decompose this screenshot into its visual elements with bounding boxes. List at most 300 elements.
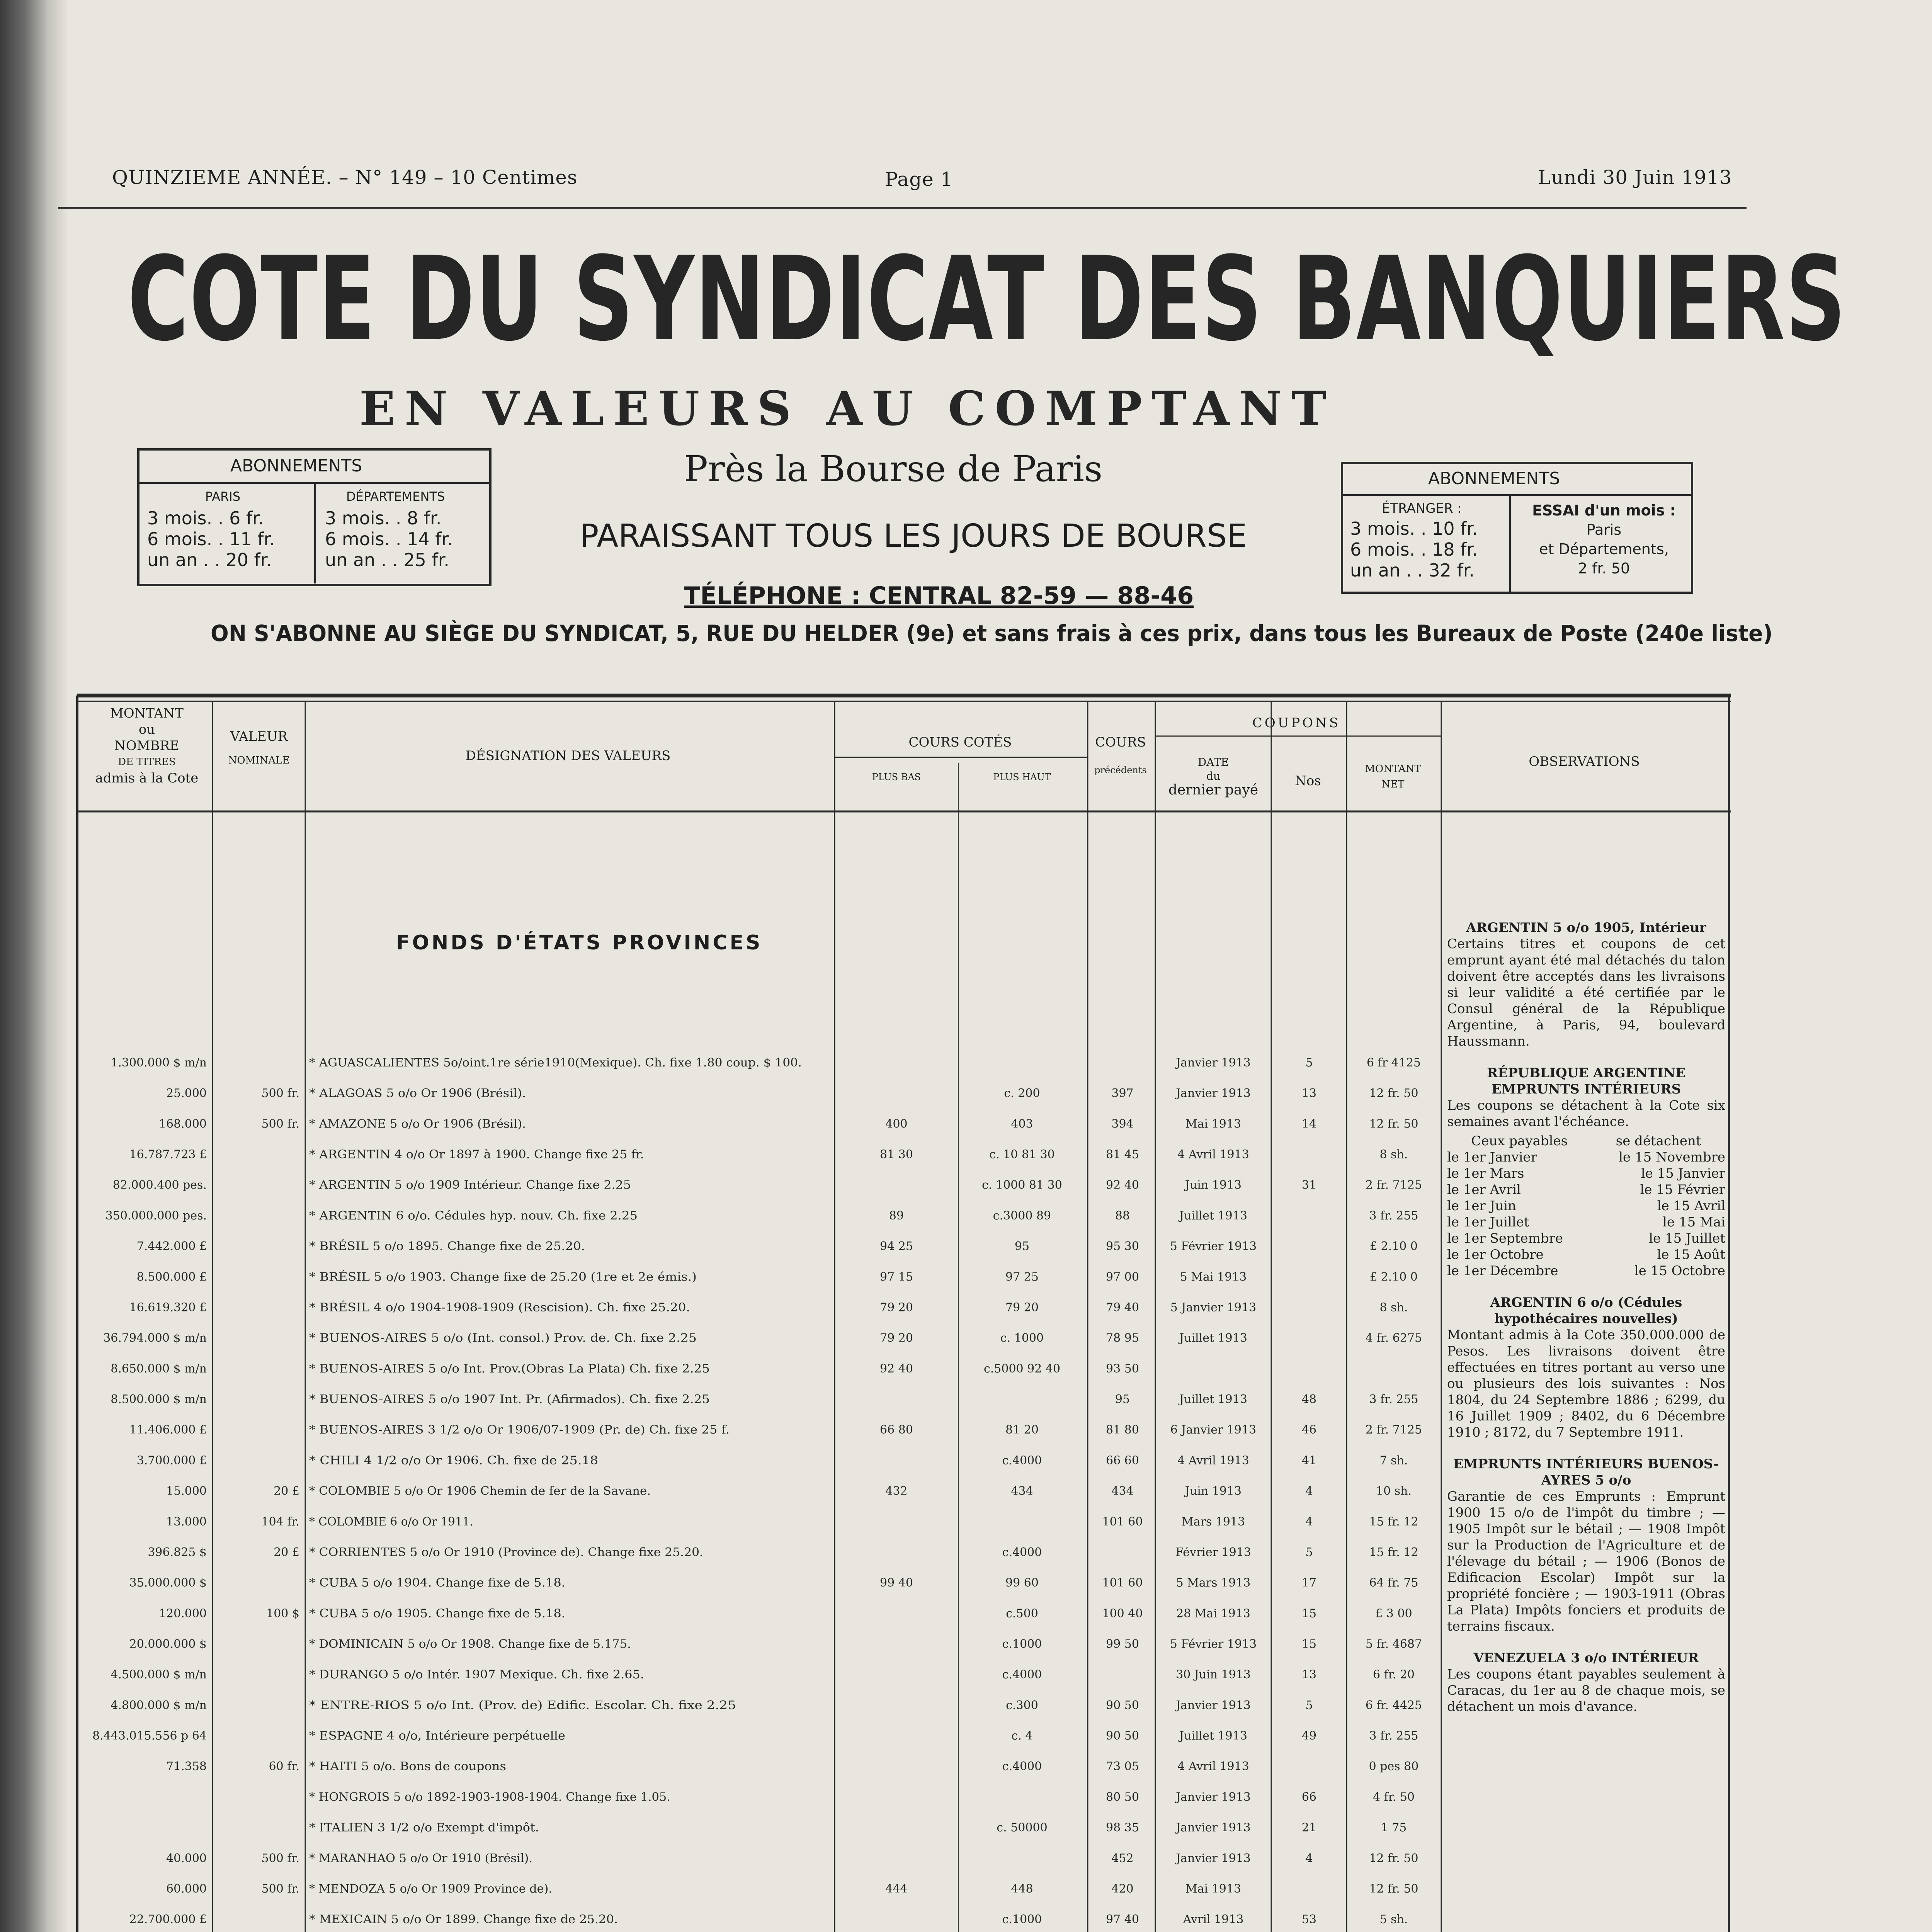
price-line: 3 mois. . 8 fr. [325,508,442,529]
row-cours-precedent: 81 80 [1106,1423,1139,1437]
row-plus-bas: 400 [885,1117,908,1131]
row-coupon-net: 4 fr. 6275 [1365,1331,1422,1345]
observation-text: Les coupons se détachent à la Cote six semaines avant l'échéance. [1447,1098,1725,1129]
row-cours-precedent: 73 05 [1106,1760,1139,1774]
telephone-line: TÉLÉPHONE : CENTRAL 82-59 — 88-46 [684,582,1194,610]
header-valeur [214,728,303,769]
header-plus-bas: PLUS BAS [872,772,921,782]
row-designation: * MARANHAO 5 o/o Or 1910 (Brésil). [309,1851,532,1865]
page-gutter-shadow [46,0,69,1932]
row-montant: 16.787.723 £ [129,1148,207,1162]
row-coupon-number: 4 [1305,1515,1313,1529]
header-text: NOMINALE [228,755,290,766]
etranger-label: ÉTRANGER : [1382,501,1462,516]
row-cours-precedent: 80 50 [1106,1790,1139,1804]
row-montant: 20.000.000 $ [129,1637,207,1651]
header-text: NOMBRE [114,738,179,753]
essai-line: 2 fr. 50 [1578,560,1630,577]
header-text: DE TITRES [118,756,176,768]
row-plus-haut: c. 200 [1004,1087,1040,1100]
row-coupon-number: 13 [1301,1087,1317,1100]
row-coupon-date: 30 Juin 1913 [1176,1668,1251,1682]
row-designation: * ITALIEN 3 1/2 o/o Exempt d'impôt. [309,1821,539,1835]
row-plus-haut: c.4000 [1002,1545,1042,1559]
row-designation: * ALAGOAS 5 o/o Or 1906 (Brésil). [309,1087,526,1100]
header-coupons: COUPONS [1252,715,1341,731]
subscription-title: ABONNEMENTS [1428,469,1560,488]
row-coupon-net: 15 fr. 12 [1369,1515,1418,1529]
row-coupon-date: Janvier 1913 [1176,1087,1251,1100]
schedule-detach-date: le 15 Avril [1657,1198,1725,1214]
row-plus-haut: c.5000 92 40 [983,1362,1061,1376]
row-plus-haut: c. 1000 81 30 [982,1178,1062,1192]
row-montant: 22.700.000 £ [129,1913,207,1927]
price-line: 3 mois. . 6 fr. [147,508,264,529]
row-designation: * ARGENTIN 5 o/o 1909 Intérieur. Change fixe 2.25 [309,1178,631,1192]
header-designation: DÉSIGNATION DES VALEURS [465,748,671,764]
row-cours-precedent: 66 60 [1106,1454,1139,1468]
row-coupon-date: 28 Mai 1913 [1176,1607,1250,1621]
row-designation: * DOMINICAIN 5 o/o Or 1908. Change fixe de 5.175. [309,1637,631,1651]
row-plus-haut: 79 20 [1005,1301,1039,1315]
row-coupon-date: Juin 1913 [1185,1178,1242,1192]
row-coupon-net: 6 fr 4125 [1367,1056,1421,1070]
row-coupon-number: 41 [1301,1454,1317,1468]
row-valeur: 60 fr. [269,1760,299,1774]
subscription-line: ON S'ABONNE AU SIÈGE DU SYNDICAT, 5, RUE DU HELDER (9e) et sans frais à ces prix, dans tous les Bureaux de Poste (240e liste) [211,620,1773,646]
row-cours-precedent: 92 40 [1106,1178,1139,1192]
row-designation: * CUBA 5 o/o 1905. Change fixe de 5.18. [309,1607,565,1621]
row-designation: * BRÉSIL 5 o/o 1895. Change fixe de 25.20. [309,1240,566,1253]
row-cours-precedent: 434 [1111,1484,1134,1498]
row-coupon-net: 12 fr. 50 [1369,1117,1418,1131]
row-plus-bas: 97 15 [880,1270,913,1284]
schedule-row [1447,1247,1725,1263]
observation-heading: VENEZUELA 3 o/o INTÉRIEUR [1473,1650,1699,1666]
row-coupon-date: 5 Janvier 1913 [1170,1301,1257,1315]
row-cours-precedent: 452 [1111,1851,1134,1865]
row-coupon-net: 7 sh. [1379,1454,1408,1468]
header-date-dernier [1155,755,1271,797]
row-plus-bas: 94 25 [880,1240,913,1253]
row-cours-precedent: 101 60 [1102,1515,1143,1529]
observation-heading: EMPRUNTS INTÉRIEURS BUENOS-AYRES 5 o/o [1453,1456,1719,1488]
row-coupon-date: Avril 1913 [1183,1913,1244,1927]
coupon-schedule [1447,1133,1725,1279]
row-coupon-number: 53 [1301,1913,1317,1927]
row-coupon-net: 3 fr. 255 [1369,1393,1418,1406]
row-plus-bas: 89 [889,1209,904,1223]
row-designation: * BUENOS-AIRES 5 o/o (Int. consol.) Prov. de. Ch. fixe 2.25 [309,1331,697,1345]
section-title: FONDS D'ÉTATS PROVINCES [396,931,763,954]
row-cours-precedent: 88 [1115,1209,1130,1223]
row-cours-precedent: 99 50 [1106,1637,1139,1651]
row-plus-haut: c.300 [1006,1698,1038,1712]
row-designation: * CORRIENTES 5 o/o Or 1910 (Province de). Change fixe 25.20. [309,1545,703,1559]
row-coupon-date: Janvier 1913 [1176,1851,1251,1865]
price-line: 6 mois. . 11 fr. [147,529,275,549]
row-coupon-net: 12 fr. 50 [1369,1087,1418,1100]
row-valeur: 100 $ [266,1607,299,1621]
paris-label: PARIS [205,489,241,504]
row-montant: 35.000.000 $ [129,1576,207,1590]
row-coupon-number: 46 [1301,1423,1317,1437]
row-plus-haut: c. 50000 [997,1821,1048,1835]
row-coupon-date: Mai 1913 [1185,1882,1242,1896]
row-coupon-date: Juin 1913 [1185,1484,1242,1498]
dept-label: DÉPARTEMENTS [346,489,445,504]
schedule-pay-date: le 1er Octobre [1447,1247,1544,1262]
row-plus-haut: c.1000 [1002,1913,1042,1927]
row-plus-haut: 81 20 [1005,1423,1039,1437]
row-coupon-date: 5 Mai 1913 [1180,1270,1247,1284]
row-coupon-net: 3 fr. 255 [1369,1209,1418,1223]
row-plus-haut: c.4000 [1002,1454,1042,1468]
row-plus-haut: c.500 [1006,1607,1038,1621]
schedule-row [1447,1165,1725,1182]
row-coupon-number: 31 [1301,1178,1317,1192]
row-plus-haut: c.4000 [1002,1760,1042,1774]
header-numero: Nos [1295,773,1321,789]
header-montant [83,705,211,786]
row-designation: * COLOMBIE 5 o/o Or 1906 Chemin de fer de la Savane. [309,1484,651,1498]
observation-text: Garantie de ces Emprunts : Emprunt 1900 15 o/o de l'impôt du timbre ; — 1905 Impôt sur le bétail ; — 1908 Impôt sur la Production de l'Agriculture et de l'élevage du bétail ; — 1906 (Bonos de Edificacion Escolar) Impôt sur la propriété foncière ; — 1903-1911 (Obras La Plata) Impôts fonciers et produits de terrains fiscaux. [1447,1489,1725,1634]
row-montant: 8.500.000 $ m/n [111,1393,207,1406]
page-gutter [0,0,46,1932]
row-coupon-date: 4 Avril 1913 [1177,1148,1249,1162]
row-coupon-net: 64 fr. 75 [1369,1576,1418,1590]
row-coupon-date: Juillet 1913 [1179,1393,1247,1406]
row-designation: * BRÉSIL 5 o/o 1903. Change fixe de 25.20 (1re et 2e émis.) [309,1270,663,1284]
row-montant: 4.800.000 $ m/n [111,1698,207,1712]
row-plus-bas: 79 20 [880,1331,913,1345]
row-montant: 13.000 [166,1515,207,1529]
header-text: VALEUR [230,729,288,744]
row-cours-precedent: 394 [1111,1117,1134,1131]
row-cours-precedent: 79 40 [1106,1301,1139,1315]
row-coupon-net: £ 2.10 0 [1369,1240,1418,1253]
price-line: 6 mois. . 18 fr. [1350,539,1478,560]
row-designation: * COLOMBIE 6 o/o Or 1911. [309,1515,473,1529]
row-coupon-date: Juillet 1913 [1179,1729,1247,1743]
row-coupon-net: 1 75 [1381,1821,1407,1835]
row-coupon-date: 4 Avril 1913 [1177,1454,1249,1468]
schedule-pay-date: le 1er Juin [1447,1198,1516,1214]
row-valeur: 104 fr. [261,1515,299,1529]
row-coupon-number: 4 [1305,1484,1313,1498]
row-designation: * CHILI 4 1/2 o/o Or 1906. Ch. fixe de 25.18 [309,1454,598,1468]
header-text: dernier payé [1168,782,1259,798]
row-montant: 60.000 [166,1882,207,1896]
schedule-detach-date: le 15 Février [1640,1182,1725,1197]
row-coupon-date: 6 Janvier 1913 [1170,1423,1257,1437]
schedule-pay-date: le 1er Janvier [1447,1150,1537,1165]
issue-date: Lundi 30 Juin 1913 [1538,166,1732,189]
row-cours-precedent: 97 40 [1106,1913,1139,1927]
header-text: précédents [1094,765,1147,776]
row-coupon-date: 5 Février 1913 [1170,1637,1257,1651]
row-montant: 396.825 $ [148,1545,207,1559]
row-cours-precedent: 95 30 [1106,1240,1139,1253]
schedule-row [1447,1182,1725,1198]
parution-line: PARAISSANT TOUS LES JOURS DE BOURSE [580,518,1247,554]
schedule-pay-date: le 1er Décembre [1447,1263,1558,1279]
row-coupon-number: 21 [1301,1821,1317,1835]
row-valeur: 20 £ [274,1484,299,1498]
row-valeur: 500 fr. [261,1882,299,1896]
row-cours-precedent: 97 00 [1106,1270,1139,1284]
row-coupon-number: 13 [1301,1668,1317,1682]
header-text: MONTANT [110,706,184,721]
row-coupon-net: 2 fr. 7125 [1365,1423,1422,1437]
top-rule [58,207,1747,209]
header-text: DATE [1197,756,1229,769]
row-designation: * AGUASCALIENTES 5o/oint.1re série1910(Mexique). Ch. fixe 1.80 coup. $ 100. [309,1056,802,1070]
row-designation: * ARGENTIN 6 o/o. Cédules hyp. nouv. Ch. fixe 2.25 [309,1209,638,1223]
row-coupon-net: 8 sh. [1379,1301,1408,1315]
row-montant: 168.000 [158,1117,207,1131]
row-plus-haut: 97 25 [1005,1270,1039,1284]
row-montant: 350.000.000 pes. [105,1209,207,1223]
row-cours-precedent: 78 95 [1106,1331,1139,1345]
price-line: 3 mois. . 10 fr. [1350,518,1478,539]
bourse-line: Près la Bourse de Paris [684,448,1103,490]
row-montant: 16.619.320 £ [129,1301,207,1315]
row-designation: * DURANGO 5 o/o Intér. 1907 Mexique. Ch. fixe 2.65. [309,1668,644,1682]
schedule-detach-date: le 15 Janvier [1641,1166,1725,1181]
price-line: un an . . 32 fr. [1350,560,1475,581]
row-plus-haut: c.3000 89 [993,1209,1051,1223]
row-coupon-date: Janvier 1913 [1176,1056,1251,1070]
subscription-box-left [137,448,492,586]
row-montant: 7.442.000 £ [136,1240,207,1253]
header-text: admis à la Cote [95,770,199,786]
row-designation: * BUENOS-AIRES 5 o/o Int. Prov.(Obras La Plata) Ch. fixe 2.25 [309,1362,710,1376]
row-plus-bas: 432 [885,1484,908,1498]
row-coupon-net: 8 sh. [1379,1148,1408,1162]
header-text: ou [138,722,155,737]
row-montant: 8.443.015.556 p 64 [92,1729,207,1743]
row-coupon-net: £ 3 00 [1375,1607,1412,1621]
schedule-pay-date: le 1er Juillet [1447,1214,1529,1230]
row-designation: * BUENOS-AIRES 5 o/o 1907 Int. Pr. (Afirmados). Ch. fixe 2.25 [309,1393,710,1406]
row-coupon-date: Mars 1913 [1181,1515,1245,1529]
row-coupon-date: Janvier 1913 [1176,1698,1251,1712]
row-valeur: 500 fr. [261,1087,299,1100]
issue-line: QUINZIEME ANNÉE. – N° 149 – 10 Centimes [112,166,578,189]
row-cours-precedent: 81 45 [1106,1148,1139,1162]
schedule-header: se détachent [1616,1133,1701,1149]
row-designation: * ENTRE-RIOS 5 o/o Int. (Prov. de) Edific. Escolar. Ch. fixe 2.25 [309,1698,736,1712]
observation-text: Certains titres et coupons de cet emprunt ayant été mal détachés du talon doivent être acceptés dans les livraisons si leur validité a été certifiée par le Consul général de la République Argentine, à Paris, 94, boulevard Haussmann. [1447,936,1725,1049]
row-coupon-number: 5 [1305,1545,1313,1559]
etranger-prices [1350,518,1478,581]
row-coupon-number: 49 [1301,1729,1317,1743]
row-coupon-net: 0 pes 80 [1369,1760,1419,1774]
observations-column [1447,920,1725,1715]
row-coupon-date: Février 1913 [1175,1545,1251,1559]
row-coupon-net: 12 fr. 50 [1369,1851,1418,1865]
row-plus-haut: 434 [1011,1484,1033,1498]
header-text: NET [1381,779,1405,790]
row-plus-bas: 99 40 [880,1576,913,1590]
row-coupon-net: 6 fr. 20 [1372,1668,1415,1682]
observation-text: Les coupons étant payables seulement à Caracas, du 1er au 8 de chaque mois, se détachent un mois d'avance. [1447,1667,1725,1714]
row-montant: 3.700.000 £ [136,1454,207,1468]
header-text: MONTANT [1365,763,1421,775]
row-montant: 25.000 [166,1087,207,1100]
row-coupon-number: 14 [1301,1117,1317,1131]
row-plus-bas: 81 30 [880,1148,913,1162]
row-cours-precedent: 90 50 [1106,1729,1139,1743]
row-coupon-number: 4 [1305,1851,1313,1865]
row-coupon-number: 48 [1301,1393,1317,1406]
row-designation: * AMAZONE 5 o/o Or 1906 (Brésil). [309,1117,526,1131]
row-coupon-net: 12 fr. 50 [1369,1882,1418,1896]
row-cours-precedent: 90 50 [1106,1698,1139,1712]
header-cours-cotes: COURS COTÉS [908,735,1012,750]
essai-line: Paris [1586,521,1622,538]
schedule-detach-date: le 15 Mai [1663,1214,1725,1230]
schedule-pay-date: le 1er Septembre [1447,1231,1563,1246]
row-coupon-net: 5 sh. [1379,1913,1408,1927]
essai-line: et Départements, [1539,541,1669,558]
schedule-row [1447,1263,1725,1279]
row-designation: * MEXICAIN 5 o/o Or 1899. Change fixe de 25.20. [309,1913,618,1927]
row-coupon-number: 66 [1301,1790,1317,1804]
newspaper-title: COTE DU SYNDICAT DES BANQUIERS [128,232,1847,367]
row-coupon-number: 5 [1305,1698,1313,1712]
schedule-header: Ceux payables [1471,1133,1568,1149]
row-designation: * CUBA 5 o/o 1904. Change fixe de 5.18. [309,1576,565,1590]
box-rule [1343,494,1691,496]
observation-text: Montant admis à la Cote 350.000.000 de Pesos. Les livraisons doivent être effectuées en titres portant au verso une ou plusieurs des lois suivantes : Nos 1804, du 24 Septembre 1886 ; 6299, du 16 Juillet 1909 ; 8402, du 6 Décembre 1910 ; 8172, du 7 Septembre 1911. [1447,1327,1725,1440]
row-plus-haut: c.1000 [1002,1637,1042,1651]
row-montant: 36.794.000 $ m/n [103,1331,207,1345]
row-plus-haut: c. 4 [1011,1729,1033,1743]
row-coupon-date: 4 Avril 1913 [1177,1760,1249,1774]
row-coupon-date: 5 Février 1913 [1170,1240,1257,1253]
subscription-box-right [1341,462,1693,594]
row-plus-haut: 95 [1014,1240,1030,1253]
row-montant: 1.300.000 $ m/n [111,1056,207,1070]
row-cours-precedent: 95 [1115,1393,1130,1406]
row-montant: 82.000.400 pes. [112,1178,207,1192]
row-plus-haut: 403 [1011,1117,1033,1131]
row-montant: 11.406.000 £ [129,1423,207,1437]
row-designation: * ESPAGNE 4 o/o, Intérieure perpétuelle [309,1729,565,1743]
row-valeur: 500 fr. [261,1851,299,1865]
row-plus-bas: 66 80 [880,1423,913,1437]
row-montant: 71.358 [166,1760,207,1774]
row-designation: * ARGENTIN 4 o/o Or 1897 à 1900. Change fixe 25 fr. [309,1148,644,1162]
row-plus-haut: 448 [1011,1882,1033,1896]
schedule-row [1447,1230,1725,1247]
price-line: un an . . 20 fr. [147,549,272,570]
row-montant: 120.000 [158,1607,207,1621]
row-coupon-date: Mai 1913 [1185,1117,1242,1131]
page-number: Page 1 [885,168,953,190]
row-coupon-net: 5 fr. 4687 [1365,1637,1422,1651]
row-plus-haut: c.4000 [1002,1668,1042,1682]
row-coupon-net: 15 fr. 12 [1369,1545,1418,1559]
row-designation: * HONGROIS 5 o/o 1892-1903-1908-1904. Change fixe 1.05. [309,1790,670,1804]
row-cours-precedent: 397 [1111,1087,1134,1100]
header-montant-net [1347,761,1439,792]
row-coupon-number: 15 [1301,1637,1317,1651]
newspaper-subtitle: EN VALEURS AU COMPTANT [359,381,1336,436]
row-plus-haut: 99 60 [1005,1576,1039,1590]
schedule-detach-date: le 15 Août [1657,1247,1725,1262]
dept-prices [325,508,453,570]
row-cours-precedent: 101 60 [1102,1576,1143,1590]
observation-heading: ARGENTIN 6 o/o (Cédules hypothécaires nouvelles) [1490,1295,1682,1327]
box-divider [314,482,316,583]
row-coupon-net: 4 fr. 50 [1372,1790,1415,1804]
row-montant: 40.000 [166,1851,207,1865]
row-designation: * HAITI 5 o/o. Bons de coupons [309,1760,506,1774]
header-cours-precedents [1088,734,1153,778]
row-plus-bas: 444 [885,1882,908,1896]
row-designation: * BRÉSIL 4 o/o 1904-1908-1909 (Rescision). Ch. fixe 25.20. [309,1301,659,1315]
row-coupon-net: 6 fr. 4425 [1365,1698,1422,1712]
row-coupon-date: Janvier 1913 [1176,1821,1251,1835]
paris-prices [147,508,275,570]
row-plus-haut: c. 1000 [1000,1331,1044,1345]
schedule-pay-date: le 1er Mars [1447,1166,1524,1181]
schedule-row [1447,1214,1725,1230]
row-plus-bas: 92 40 [880,1362,913,1376]
row-coupon-date: Janvier 1913 [1176,1790,1251,1804]
box-divider [1509,494,1511,592]
schedule-pay-date: le 1er Avril [1447,1182,1521,1197]
row-cours-precedent: 100 40 [1102,1607,1143,1621]
schedule-row [1447,1198,1725,1214]
row-coupon-number: 17 [1301,1576,1317,1590]
row-coupon-net: £ 2.10 0 [1369,1270,1418,1284]
row-cours-precedent: 93 50 [1106,1362,1139,1376]
row-coupon-number: 15 [1301,1607,1317,1621]
row-montant: 8.650.000 $ m/n [111,1362,207,1376]
row-cours-precedent: 420 [1111,1882,1134,1896]
observation-heading: RÉPUBLIQUE ARGENTINE EMPRUNTS INTÉRIEURS [1487,1065,1685,1097]
row-valeur: 500 fr. [261,1117,299,1131]
row-designation: * BUENOS-AIRES 3 1/2 o/o Or 1906/07-1909 (Pr. de) Ch. fixe 25 f. [309,1423,730,1437]
header-text: du [1206,770,1220,782]
row-montant: 8.500.000 £ [136,1270,207,1284]
row-montant: 4.500.000 $ m/n [111,1668,207,1682]
schedule-detach-date: le 15 Octobre [1634,1263,1725,1279]
row-valeur: 20 £ [274,1545,299,1559]
row-cours-precedent: 98 35 [1106,1821,1139,1835]
row-coupon-net: 10 sh. [1376,1484,1412,1498]
price-line: 6 mois. . 14 fr. [325,529,453,549]
header-observations: OBSERVATIONS [1529,754,1640,769]
row-coupon-date: Juillet 1913 [1179,1331,1247,1345]
row-plus-bas: 79 20 [880,1301,913,1315]
price-line: un an . . 25 fr. [325,549,450,570]
subscription-title: ABONNEMENTS [230,456,362,476]
row-coupon-number: 5 [1305,1056,1313,1070]
essai-block [1523,501,1685,578]
essai-line: ESSAI d'un mois : [1532,502,1676,519]
observation-heading: ARGENTIN 5 o/o 1905, Intérieur [1466,920,1706,935]
row-coupon-net: 3 fr. 255 [1369,1729,1418,1743]
schedule-row [1447,1149,1725,1165]
row-plus-haut: c. 10 81 30 [989,1148,1055,1162]
row-coupon-date: 5 Mars 1913 [1176,1576,1251,1590]
row-designation: * MENDOZA 5 o/o Or 1909 Province de). [309,1882,552,1896]
